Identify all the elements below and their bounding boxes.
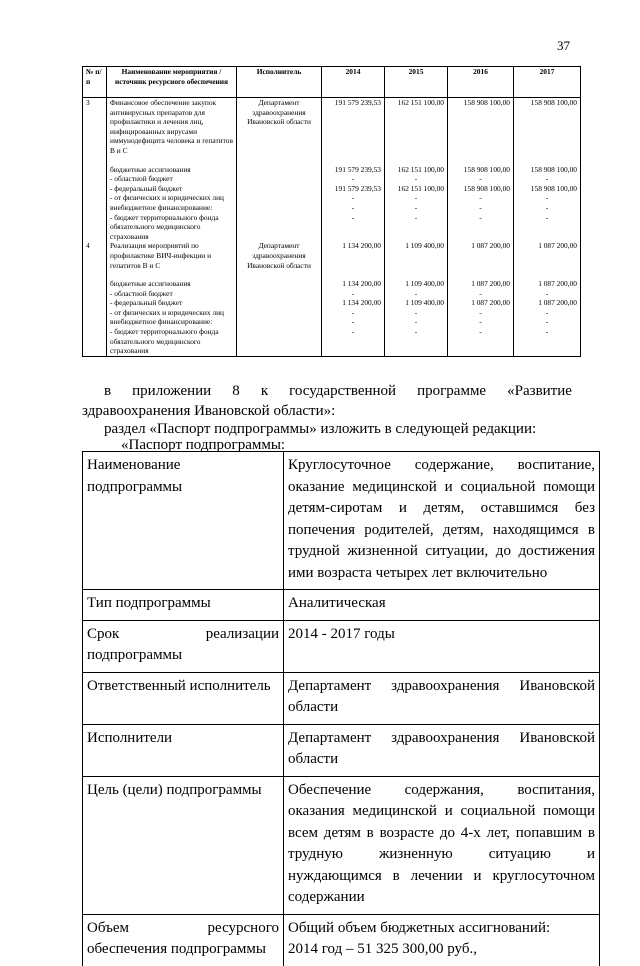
row-number bbox=[83, 289, 107, 299]
row-value: - bbox=[385, 193, 448, 203]
passport-row bbox=[83, 724, 600, 776]
body-word: 8 bbox=[232, 383, 240, 399]
row-value: - bbox=[514, 193, 581, 203]
row-value: - bbox=[322, 203, 385, 213]
header-num: № п/п bbox=[83, 67, 107, 98]
body-word: государственной bbox=[289, 383, 397, 399]
row-value: 1 134 200,00 bbox=[322, 298, 385, 308]
row-number bbox=[83, 308, 107, 318]
passport-value-line: 2014 год – 51 325 300,00 руб., bbox=[288, 941, 477, 957]
row-name: - от физических и юридических лиц bbox=[107, 193, 237, 203]
passport-value: 2014 - 2017 годы bbox=[284, 620, 600, 672]
passport-value bbox=[284, 914, 600, 966]
row-value: - bbox=[385, 308, 448, 318]
passport-row bbox=[83, 620, 600, 672]
row-value: 162 151 100,00 bbox=[385, 165, 448, 175]
passport-label bbox=[83, 914, 284, 966]
row-value: - bbox=[514, 317, 581, 327]
table-row bbox=[83, 308, 581, 318]
body-text-line-3: раздел «Паспорт подпрограммы» изложить в следующей редакции: bbox=[104, 421, 537, 437]
row-value: - bbox=[448, 289, 514, 299]
row-value: - bbox=[385, 174, 448, 184]
passport-label: Исполнители bbox=[83, 724, 284, 776]
header-name: Наименование мероприятия / источник ресурсного обеспечения bbox=[107, 67, 237, 98]
row-name: - от физических и юридических лиц bbox=[107, 308, 237, 318]
row-executor bbox=[237, 317, 322, 327]
body-word: в bbox=[104, 383, 112, 399]
row-value: - bbox=[322, 327, 385, 356]
header-year: 2014 bbox=[322, 67, 385, 98]
row-executor bbox=[237, 298, 322, 308]
table-row bbox=[83, 289, 581, 299]
table-row bbox=[83, 165, 581, 175]
row-name: - областной бюджет bbox=[107, 289, 237, 299]
row-value: - bbox=[322, 308, 385, 318]
row-value: 1 087 200,00 bbox=[448, 241, 514, 279]
passport-value: Департамент здравоохранения Ивановской области bbox=[284, 672, 600, 724]
header-year: 2016 bbox=[448, 67, 514, 98]
header-executor: Исполнитель bbox=[237, 67, 322, 98]
row-number: 4 bbox=[83, 241, 107, 279]
row-value: - bbox=[514, 327, 581, 356]
row-value: 191 579 239,53 bbox=[322, 184, 385, 194]
row-name: - областной бюджет bbox=[107, 174, 237, 184]
row-value: - bbox=[385, 203, 448, 213]
row-name: Реализация мероприятий по профилактике ВИЧ-инфекции и гепатитов В и С bbox=[107, 241, 237, 279]
row-value: - bbox=[322, 317, 385, 327]
table-row bbox=[83, 279, 581, 289]
row-value: 158 908 100,00 bbox=[514, 165, 581, 175]
row-number bbox=[83, 298, 107, 308]
row-value: - bbox=[514, 213, 581, 242]
passport-label-part: обеспечения подпрограммы bbox=[87, 941, 266, 957]
row-value: - bbox=[448, 203, 514, 213]
row-value: - bbox=[448, 174, 514, 184]
page-number: 37 bbox=[557, 38, 570, 53]
row-value: - bbox=[514, 308, 581, 318]
passport-label: Ответственный исполнитель bbox=[83, 672, 284, 724]
row-value: 1 109 400,00 bbox=[385, 241, 448, 279]
row-value: 158 908 100,00 bbox=[448, 98, 514, 165]
row-executor bbox=[237, 174, 322, 184]
row-name: - бюджет территориального фонда обязательного медицинского страхования bbox=[107, 327, 237, 356]
body-text-line-1 bbox=[104, 383, 572, 400]
row-value: 1 087 200,00 bbox=[514, 241, 581, 279]
row-value: - bbox=[448, 317, 514, 327]
row-value: - bbox=[322, 174, 385, 184]
table-row bbox=[83, 317, 581, 327]
body-text-line-2: здравоохранения Ивановской области»: bbox=[82, 403, 336, 419]
row-name: Финансовое обеспечение закупок антивирусных препаратов для профилактики и лечения лиц, инфицированных вирусами иммунодефицита человека и гепатитов В и С bbox=[107, 98, 237, 165]
table-row bbox=[83, 327, 581, 356]
row-executor bbox=[237, 193, 322, 203]
subprogram-passport-table bbox=[82, 451, 600, 966]
row-number bbox=[83, 213, 107, 242]
row-value: 1 134 200,00 bbox=[322, 241, 385, 279]
row-value: - bbox=[322, 213, 385, 242]
header-year: 2015 bbox=[385, 67, 448, 98]
row-name: бюджетные ассигнования bbox=[107, 165, 237, 175]
row-name: внебюджетное финансирование: bbox=[107, 203, 237, 213]
passport-label-part: ресурсного bbox=[207, 919, 279, 936]
row-executor bbox=[237, 289, 322, 299]
row-name: внебюджетное финансирование: bbox=[107, 317, 237, 327]
passport-label: Наименование подпрограммы bbox=[83, 452, 284, 590]
passport-label bbox=[83, 620, 284, 672]
row-executor bbox=[237, 279, 322, 289]
header-year: 2017 bbox=[514, 67, 581, 98]
row-value: - bbox=[385, 213, 448, 242]
row-number: 3 bbox=[83, 98, 107, 165]
body-word: к bbox=[260, 383, 269, 399]
row-number bbox=[83, 193, 107, 203]
row-value: 162 151 100,00 bbox=[385, 184, 448, 194]
row-executor bbox=[237, 203, 322, 213]
passport-label-part: Срок bbox=[87, 625, 120, 642]
row-number bbox=[83, 184, 107, 194]
passport-value: Обеспечение содержания, воспитания, оказания медицинской и социальной помощи всем детям в возрасте до 4-х лет, попавшим в трудную жизненную ситуацию и нуждающимся в лечении и круглосуточном содержании bbox=[284, 776, 600, 914]
row-value: - bbox=[448, 213, 514, 242]
row-value: 158 908 100,00 bbox=[448, 165, 514, 175]
row-number bbox=[83, 174, 107, 184]
body-word: программе bbox=[417, 383, 487, 399]
passport-label: Цель (цели) подпрограммы bbox=[83, 776, 284, 914]
table-row bbox=[83, 184, 581, 194]
row-value: 1 087 200,00 bbox=[448, 279, 514, 289]
row-number bbox=[83, 203, 107, 213]
passport-label-part: Объем bbox=[87, 919, 129, 936]
expenditure-table-header bbox=[83, 67, 581, 98]
row-value: 1 109 400,00 bbox=[385, 279, 448, 289]
row-executor bbox=[237, 184, 322, 194]
body-text-line-4: «Паспорт подпрограммы: bbox=[121, 437, 286, 453]
passport-value: Аналитическая bbox=[284, 590, 600, 621]
table-row bbox=[83, 213, 581, 242]
row-value: - bbox=[448, 193, 514, 203]
passport-label-part: подпрограммы bbox=[87, 647, 183, 663]
table-row bbox=[83, 298, 581, 308]
passport-row bbox=[83, 914, 600, 966]
row-number bbox=[83, 165, 107, 175]
row-value: - bbox=[448, 327, 514, 356]
passport-value: Департамент здравоохранения Ивановской области bbox=[284, 724, 600, 776]
row-value: 191 579 239,53 bbox=[322, 165, 385, 175]
body-word: «Развитие bbox=[507, 383, 572, 399]
row-value: - bbox=[322, 193, 385, 203]
row-number bbox=[83, 279, 107, 289]
row-value: 1 134 200,00 bbox=[322, 279, 385, 289]
row-value: 158 908 100,00 bbox=[448, 184, 514, 194]
row-value: 1 087 200,00 bbox=[514, 279, 581, 289]
row-value: 1 087 200,00 bbox=[448, 298, 514, 308]
row-number bbox=[83, 327, 107, 356]
row-value: - bbox=[514, 174, 581, 184]
passport-row bbox=[83, 672, 600, 724]
row-value: - bbox=[448, 308, 514, 318]
row-value: 191 579 239,53 bbox=[322, 98, 385, 165]
row-value: 158 908 100,00 bbox=[514, 184, 581, 194]
row-name: - федеральный бюджет bbox=[107, 298, 237, 308]
passport-row bbox=[83, 452, 600, 590]
row-value: 1 087 200,00 bbox=[514, 298, 581, 308]
row-value: - bbox=[385, 317, 448, 327]
table-row bbox=[83, 241, 581, 279]
table-row bbox=[83, 98, 581, 165]
row-name: - бюджет территориального фонда обязательного медицинского страхования bbox=[107, 213, 237, 242]
passport-value: Круглосуточное содержание, воспитание, оказание медицинской и социальной помощи детям-сиротам и детям, оставшимся без попечения родителей, детям, находящимся в трудной жизненной ситуации, до достижения ими возраста четырех лет включительно bbox=[284, 452, 600, 590]
passport-value-line: Общий объем бюджетных ассигнований: bbox=[288, 919, 551, 936]
row-executor bbox=[237, 308, 322, 318]
row-value: 162 151 100,00 bbox=[385, 98, 448, 165]
passport-row bbox=[83, 590, 600, 621]
row-executor bbox=[237, 213, 322, 242]
row-executor bbox=[237, 165, 322, 175]
table-row bbox=[83, 203, 581, 213]
row-executor: Департамент здравоохранения Ивановской области bbox=[237, 241, 322, 279]
expenditure-table bbox=[82, 66, 581, 357]
passport-label: Тип подпрограммы bbox=[83, 590, 284, 621]
passport-label-part: реализации bbox=[205, 625, 279, 642]
row-value: - bbox=[514, 289, 581, 299]
passport-row bbox=[83, 776, 600, 914]
table-row bbox=[83, 174, 581, 184]
row-executor bbox=[237, 327, 322, 356]
row-number bbox=[83, 317, 107, 327]
row-name: - федеральный бюджет bbox=[107, 184, 237, 194]
table-row bbox=[83, 193, 581, 203]
row-name: бюджетные ассигнования bbox=[107, 279, 237, 289]
row-value: 158 908 100,00 bbox=[514, 98, 581, 165]
row-value: - bbox=[385, 327, 448, 356]
body-word: приложении bbox=[132, 383, 212, 399]
row-executor: Департамент здравоохранения Ивановской области bbox=[237, 98, 322, 165]
row-value: - bbox=[514, 203, 581, 213]
row-value: 1 109 400,00 bbox=[385, 298, 448, 308]
row-value: - bbox=[322, 289, 385, 299]
row-value: - bbox=[385, 289, 448, 299]
